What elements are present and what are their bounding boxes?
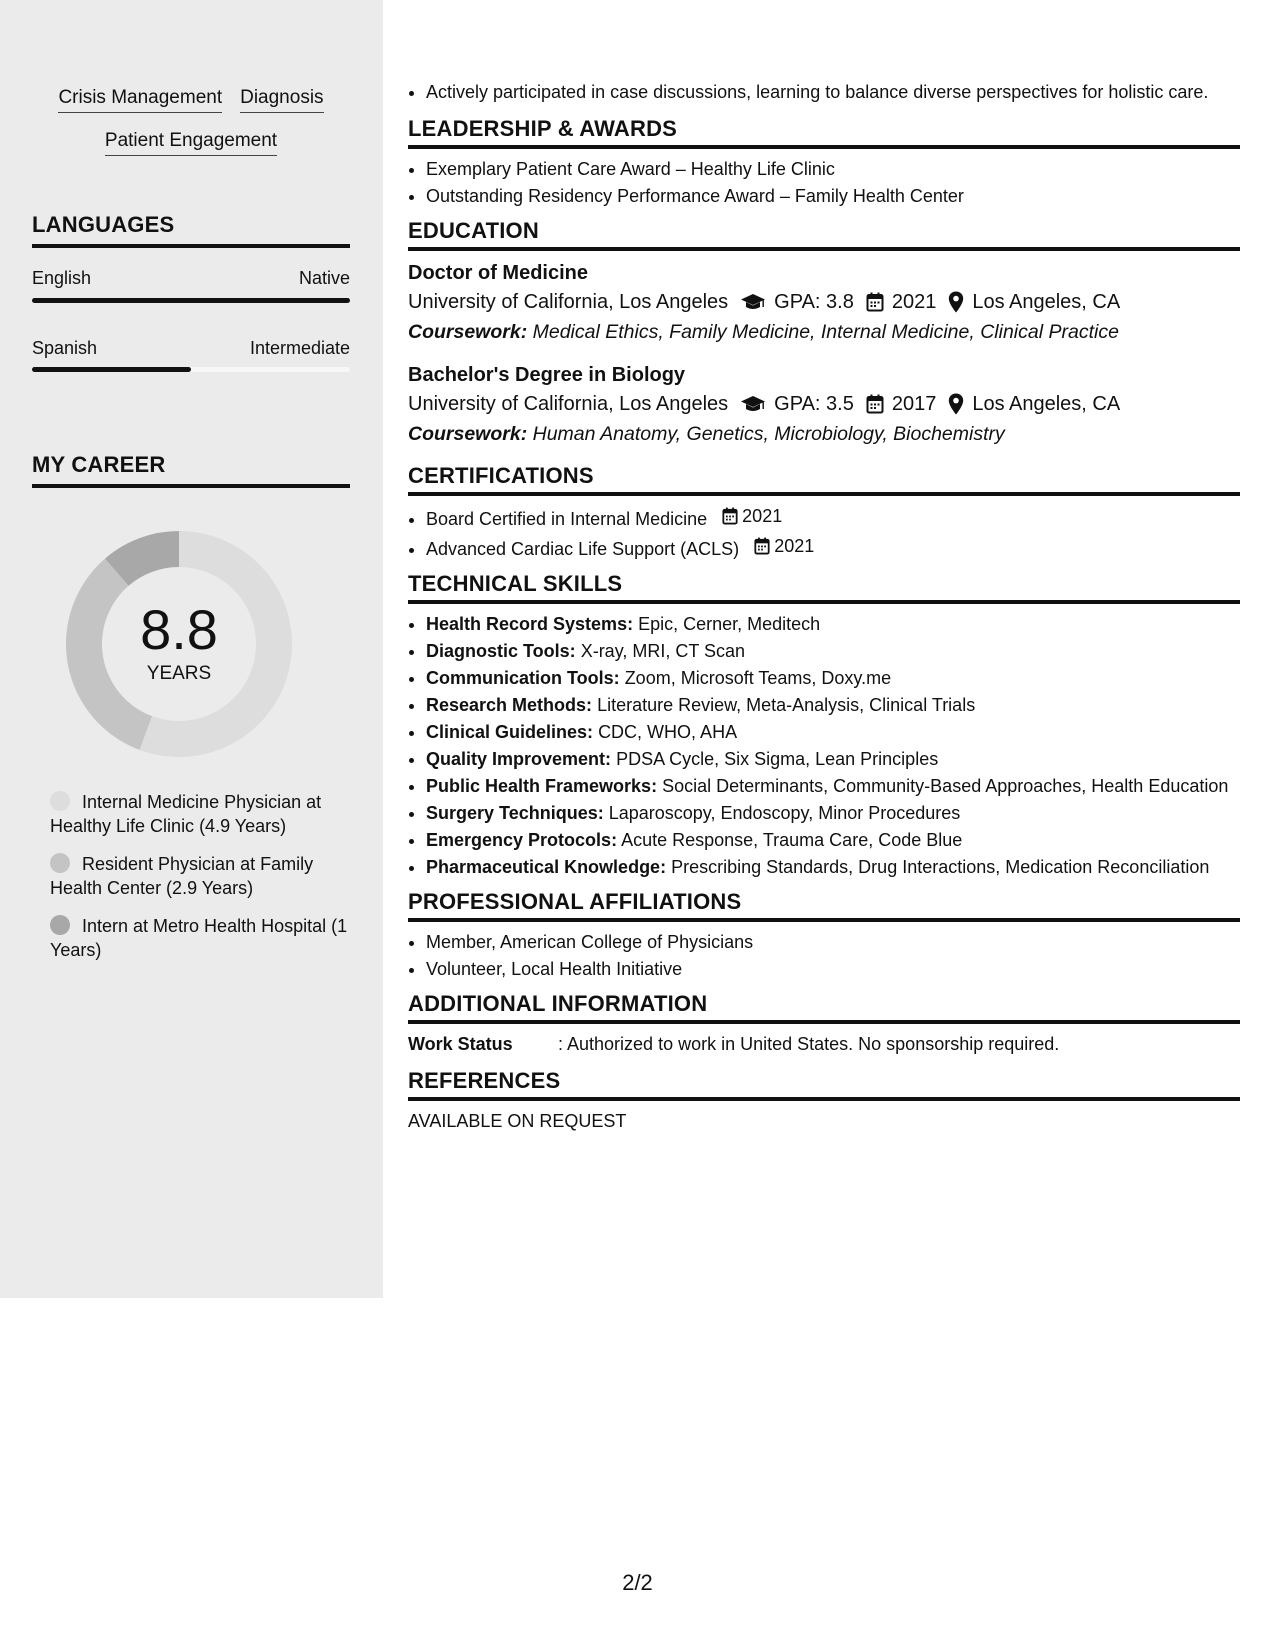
main-content [408, 80, 1240, 1133]
education-location: Los Angeles, CA [972, 291, 1121, 313]
work-status-value: : Authorized to work in United States. No sponsorship required. [558, 1034, 1060, 1054]
page-number: 2/2 [622, 1570, 653, 1595]
education-year: 2017 [891, 393, 937, 415]
language-level: Native [298, 268, 350, 288]
education-coursework [408, 317, 1240, 347]
skill-value: Acute Response, Trauma Care, Code Blue [621, 830, 963, 850]
list-item [426, 666, 1240, 690]
list-item: • Volunteer, Local Health Initiative [426, 957, 1240, 981]
skill-tag: Diagnosis [240, 86, 323, 113]
list-item [426, 774, 1240, 798]
section-heading: PROFESSIONAL AFFILIATIONS [408, 889, 1240, 922]
certification-year: 2021 [742, 506, 783, 526]
list-item [426, 504, 1240, 531]
language-proficiency-fill [32, 367, 191, 372]
language-proficiency-fill [32, 298, 350, 303]
location-pin-icon [948, 291, 964, 313]
legend-dot-icon [50, 915, 70, 935]
certification-date [754, 534, 814, 558]
skill-value: Social Determinants, Community-Based Approaches, Health Education [662, 776, 1229, 796]
career-total-value: 8.8 [140, 598, 218, 661]
graduation-cap-icon [740, 293, 766, 311]
skill-label: Pharmaceutical Knowledge: [426, 857, 667, 877]
languages-heading: LANGUAGES [32, 212, 350, 248]
certification-name: Advanced Cardiac Life Support (ACLS) [426, 539, 740, 559]
career-legend-item [50, 852, 350, 900]
certification-year: 2021 [774, 536, 815, 556]
skill-value: X-ray, MRI, CT Scan [580, 641, 746, 661]
leadership-section [408, 116, 1240, 208]
career-heading: MY CAREER [32, 452, 350, 488]
education-year: 2021 [891, 291, 937, 313]
work-status-label: Work Status [408, 1034, 513, 1054]
skill-tag: Patient Engagement [105, 129, 277, 156]
education-location: Los Angeles, CA [972, 393, 1121, 415]
language-level: Intermediate [249, 338, 350, 358]
education-meta [408, 287, 1240, 317]
section-heading: CERTIFICATIONS [408, 463, 1240, 496]
experience-continued-list [408, 80, 1240, 104]
career-legend-label: Intern at Metro Health Hospital (1 Years) [50, 916, 348, 960]
affiliations-list [408, 930, 1240, 981]
language-name: English [32, 268, 92, 288]
list-item [426, 639, 1240, 663]
education-gpa: GPA: 3.8 [774, 291, 854, 313]
skill-label: Emergency Protocols: [426, 830, 618, 850]
education-school: University of California, Los Angeles [408, 393, 729, 415]
section-heading: EDUCATION [408, 218, 1240, 251]
skill-value: CDC, WHO, AHA [598, 722, 738, 742]
list-item [426, 855, 1240, 879]
skill-label: Diagnostic Tools: [426, 641, 576, 661]
language-row [32, 337, 350, 359]
coursework-label: Coursework: [408, 321, 528, 343]
calendar-icon [722, 507, 738, 525]
career-legend [50, 790, 350, 976]
list-item [426, 747, 1240, 771]
section-heading: ADDITIONAL INFORMATION [408, 991, 1240, 1024]
career-total-unit: YEARS [146, 663, 212, 684]
section-heading: REFERENCES [408, 1068, 1240, 1101]
references-text: AVAILABLE ON REQUEST [408, 1111, 627, 1131]
education-meta [408, 389, 1240, 419]
coursework-value: Human Anatomy, Genetics, Microbiology, Biochemistry [532, 423, 1005, 445]
technical-skills-list [408, 612, 1240, 879]
education-entry [408, 259, 1240, 347]
sidebar [0, 0, 383, 1298]
legend-dot-icon [50, 853, 70, 873]
skill-value: Epic, Cerner, Meditech [638, 614, 821, 634]
career-legend-item [50, 790, 350, 838]
education-school: University of California, Los Angeles [408, 291, 729, 313]
technical-skills-section [408, 571, 1240, 879]
additional-info-section [408, 991, 1240, 1056]
list-item: • Exemplary Patient Care Award – Healthy Life Clinic [426, 157, 1240, 181]
language-proficiency-bar [32, 298, 350, 303]
calendar-icon [866, 394, 884, 414]
legend-dot-icon [50, 791, 70, 811]
career-legend-label: Internal Medicine Physician at Healthy Life Clinic (4.9 Years) [50, 792, 322, 836]
career-legend-label: Resident Physician at Family Health Center (2.9 Years) [50, 854, 314, 898]
skill-value: Laparoscopy, Endoscopy, Minor Procedures [608, 803, 961, 823]
list-item: • Outstanding Residency Performance Award – Family Health Center [426, 184, 1240, 208]
list-item [426, 534, 1240, 561]
skill-value: PDSA Cycle, Six Sigma, Lean Principles [616, 749, 939, 769]
skill-label: Research Methods: [426, 695, 593, 715]
skill-value: Prescribing Standards, Drug Interactions, Medication Reconciliation [671, 857, 1210, 877]
career-legend-item [50, 914, 350, 962]
certification-name: Board Certified in Internal Medicine [426, 509, 708, 529]
language-row [32, 267, 350, 289]
skills-tags [32, 86, 350, 156]
certification-date [722, 504, 782, 528]
education-entry [408, 361, 1240, 449]
skill-label: Clinical Guidelines: [426, 722, 594, 742]
graduation-cap-icon [740, 395, 766, 413]
list-item [426, 693, 1240, 717]
education-gpa: GPA: 3.5 [774, 393, 854, 415]
list-item [426, 828, 1240, 852]
skill-value: Zoom, Microsoft Teams, Doxy.me [624, 668, 892, 688]
list-item: • Member, American College of Physicians [426, 930, 1240, 954]
list-item [426, 612, 1240, 636]
education-degree: Doctor of Medicine [408, 262, 589, 284]
skill-label: Surgery Techniques: [426, 803, 604, 823]
skill-label: Health Record Systems: [426, 614, 634, 634]
skill-label: Communication Tools: [426, 668, 620, 688]
skill-label: Quality Improvement: [426, 749, 612, 769]
language-name: Spanish [32, 338, 98, 358]
certifications-list [408, 504, 1240, 561]
section-heading: TECHNICAL SKILLS [408, 571, 1240, 604]
list-item [426, 801, 1240, 825]
list-item: • Actively participated in case discussions, learning to balance diverse perspectives for holistic care. [426, 80, 1240, 104]
skill-value: Literature Review, Meta-Analysis, Clinical Trials [597, 695, 976, 715]
language-proficiency-bar [32, 367, 350, 372]
calendar-icon [754, 537, 770, 555]
calendar-icon [866, 292, 884, 312]
affiliations-section [408, 889, 1240, 981]
coursework-label: Coursework: [408, 423, 528, 445]
references-section [408, 1068, 1240, 1133]
location-pin-icon [948, 393, 964, 415]
skill-tag: Crisis Management [58, 86, 222, 113]
education-degree: Bachelor's Degree in Biology [408, 364, 686, 386]
coursework-value: Medical Ethics, Family Medicine, Internal Medicine, Clinical Practice [532, 321, 1119, 343]
section-heading: LEADERSHIP & AWARDS [408, 116, 1240, 149]
career-total [66, 600, 292, 686]
skill-label: Public Health Frameworks: [426, 776, 658, 796]
leadership-list [408, 157, 1240, 208]
education-section [408, 218, 1240, 449]
education-coursework [408, 419, 1240, 449]
work-status-row [408, 1032, 1240, 1056]
list-item [426, 720, 1240, 744]
certifications-section [408, 463, 1240, 561]
